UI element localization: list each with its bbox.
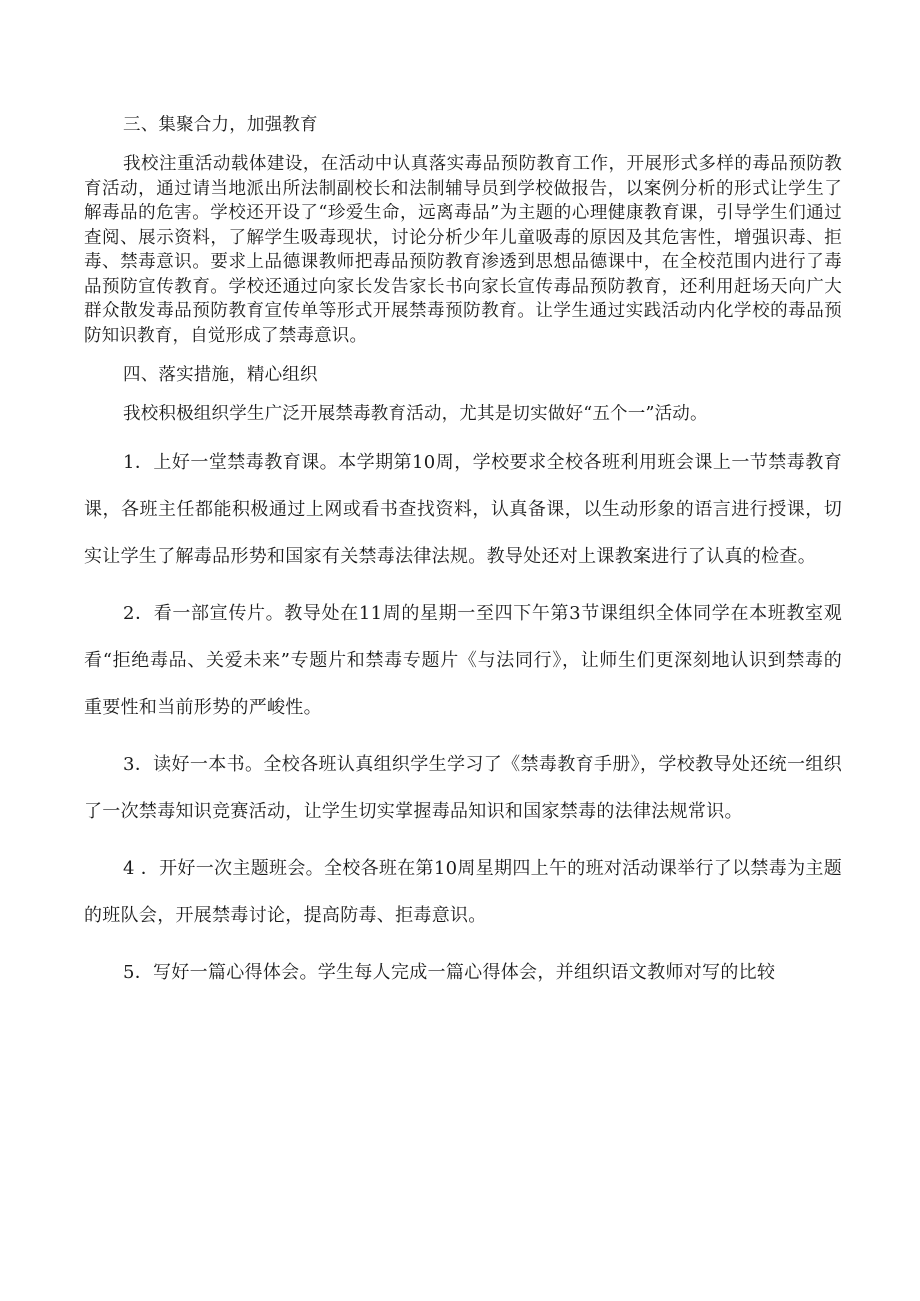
list-item-4: 4 ．开好一次主题班会。全校各班在第10周星期四上午的班对活动课举行了以禁毒为主题的班队会，开展禁毒讨论，提高防毒、拒毒意识。 bbox=[84, 857, 842, 926]
list-item-3: 3．读好一本书。全校各班认真组织学生学习了《禁毒教育手册》，学校教导处还统一组织了一次禁毒知识竞赛活动，让学生切实掌握毒品知识和国家禁毒的法律法规常识。 bbox=[84, 753, 842, 822]
document-body bbox=[84, 110, 842, 1006]
section-3-paragraph: 我校注重活动载体建设，在活动中认真落实毒品预防教育工作，开展形式多样的毒品预防教育活动，通过请当地派出所法制副校长和法制辅导员到学校做报告，以案例分析的形式让学生了解毒品的危害。学校还开设了“珍爱生命，远离毒品”为主题的心理健康教育课，引导学生们通过查阅、展示资料，了解学生吸毒现状，讨论分析少年儿童吸毒的原因及其危害性，增强识毒、拒毒、禁毒意识。要求上品德课教师把毒品预防教育渗透到思想品德课中，在全校范围内进行了毒品预防宣传教育。学校还通过向家长发告家长书向家长宣传毒品预防教育，还利用赶场天向广大群众散发毒品预防教育宣传单等形式开展禁毒预防教育。让学生通过实践活动内化学校的毒品预防知识教育，自觉形成了禁毒意识。 bbox=[84, 154, 842, 346]
section-4-intro: 我校积极组织学生广泛开展禁毒教育活动，尤其是切实做好“五个一”活动。 bbox=[123, 404, 708, 424]
list-item-1: 1．上好一堂禁毒教育课。本学期第10周，学校要求全校各班利用班会课上一节禁毒教育课，各班主任都能积极通过上网或看书查找资料，认真备课，以生动形象的语言进行授课，切实让学生了解毒品形势和国家有关禁毒法律法规。教导处还对上课教案进行了认真的检查。 bbox=[84, 451, 842, 567]
list-item-2: 2．看一部宣传片。教导处在11周的星期一至四下午第3节课组织全体同学在本班教室观看“拒绝毒品、关爱未来”专题片和禁毒专题片《与法同行》，让师生们更深刻地认识到禁毒的重要性和当前形势的严峻性。 bbox=[84, 602, 842, 718]
list-item-5: 5．写好一篇心得体会。学生每人完成一篇心得体会，并组织语文教师对写的比较 bbox=[123, 961, 776, 983]
section-heading-3: 三、集聚合力，加强教育 bbox=[123, 115, 318, 135]
section-heading-4: 四、落实措施，精心组织 bbox=[123, 365, 318, 385]
